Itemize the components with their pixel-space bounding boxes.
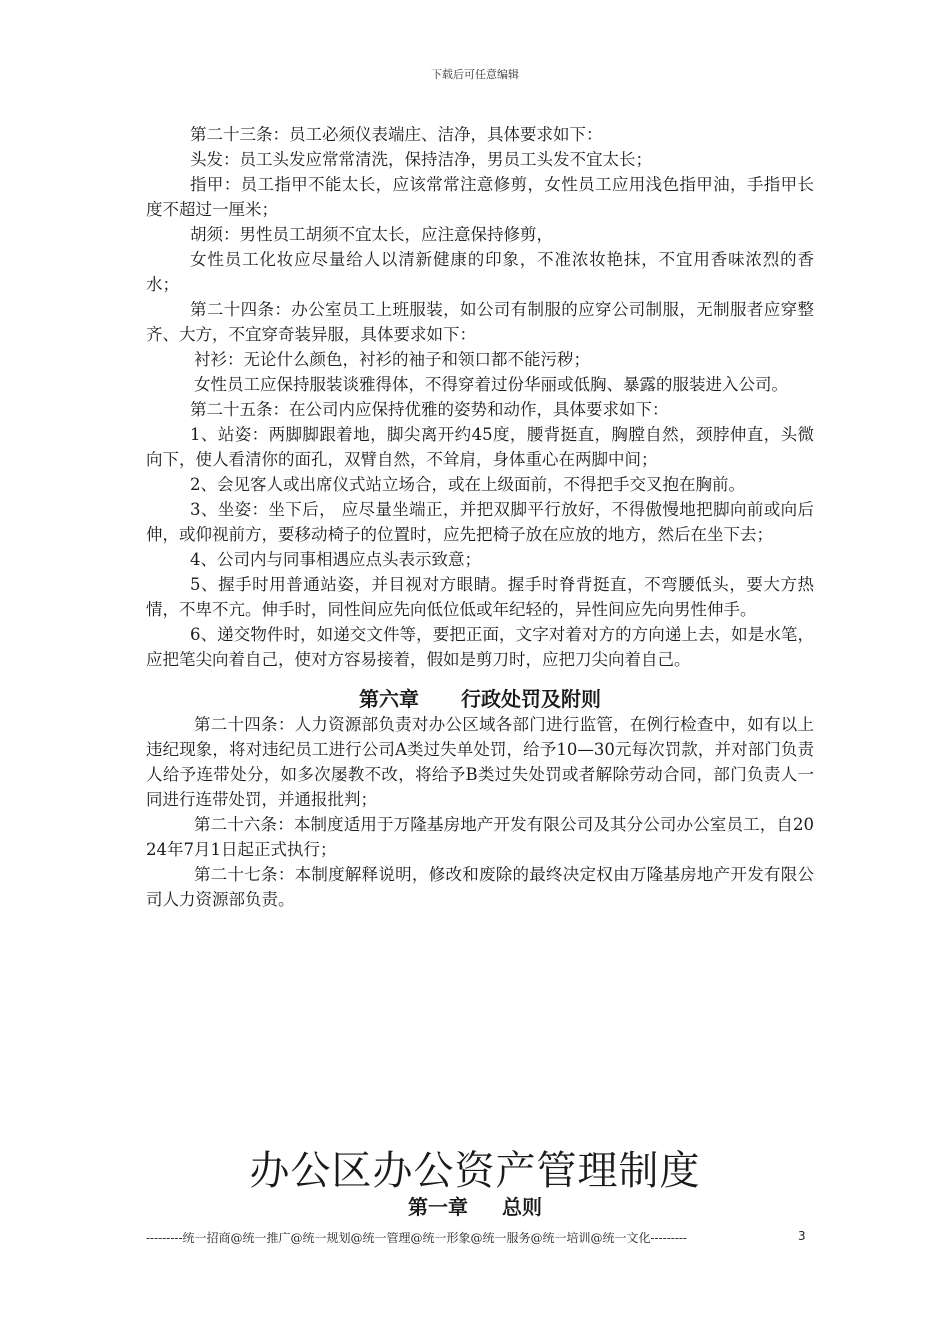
chapter-heading — [0, 1194, 950, 1220]
document-title: 办公区办公资产管理制度 — [249, 1148, 701, 1194]
paragraph: 6、递交物件时，如递交文件等，要把正面，文字对着对方的方向递上去，如是水笔，应把笔尖向着自己，使对方容易接着，假如是剪刀时，应把刀尖向着自己。 — [146, 625, 814, 669]
paragraph: 第二十七条：本制度解释说明，修改和废除的最终决定权由万隆基房地产开发有限公司人力资源部负责。 — [146, 865, 814, 909]
chapter-name: 行政处罚及附则 — [461, 687, 601, 711]
paragraph: 3、坐姿：坐下后， 应尽量坐端正，并把双脚平行放好，不得傲慢地把脚向前或向后伸，或仰视前方，要移动椅子的位置时，应先把椅子放在应放的地方，然后在坐下去； — [146, 500, 814, 544]
paragraph: 衬衫：无论什么颜色，衬衫的袖子和领口都不能污秽； — [194, 350, 590, 369]
chapter-label: 第六章 — [359, 687, 419, 711]
paragraph: 女性员工化妆应尽量给人以清新健康的印象，不准浓妆艳抹，不宜用香味浓烈的香水； — [146, 250, 814, 294]
paragraph: 指甲：员工指甲不能太长，应该常常注意修剪，女性员工应用浅色指甲油，手指甲长度不超过一厘米； — [146, 175, 814, 219]
paragraph: 头发：员工头发应常常清洗，保持洁净，男员工头发不宜太长； — [190, 150, 652, 169]
paragraph: 第二十三条：员工必须仪表端庄、洁净，具体要求如下： — [190, 125, 603, 144]
page-footer: ---------统一招商@统一推广@统一规划@统一管理@统一形象@统一服务@统一培训@统一文化--------- — [146, 1231, 687, 1245]
paragraph: 2、会见客人或出席仪式站立场合，或在上级面前，不得把手交叉抱在胸前。 — [190, 475, 745, 494]
paragraph: 4、公司内与同事相遇应点头表示致意； — [190, 550, 481, 569]
paragraph: 第二十五条：在公司内应保持优雅的姿势和动作，具体要求如下： — [190, 400, 669, 419]
paragraph: 第二十四条：人力资源部负责对办公区域各部门进行监管，在例行检查中，如有以上违纪现象，将对违纪员工进行公司A类过失单处罚，给予10—30元每次罚款，并对部门负责人给予连带处分，如多次屡教不改，将给予B类过失处罚或者解除劳动合同，部门负责人一同进行连带处罚，并通报批判； — [146, 715, 814, 809]
document-body — [146, 122, 814, 912]
page-number: 3 — [798, 1229, 806, 1243]
paragraph: 第二十六条：本制度适用于万隆基房地产开发有限公司及其分公司办公室员工，自2024年7月1日起正式执行； — [146, 815, 814, 859]
chapter-name: 总则 — [502, 1195, 542, 1219]
paragraph: 5、握手时用普通站姿，并目视对方眼睛。握手时脊背挺直，不弯腰低头，要大方热情，不卑不亢。伸手时，同性间应先向低位低或年纪轻的，异性间应先向男性伸手。 — [146, 575, 814, 619]
paragraph: 胡须：男性员工胡须不宜太长，应注意保持修剪， — [190, 225, 553, 244]
paragraph: 女性员工应保持服装谈雅得体，不得穿着过份华丽或低胸、暴露的服装进入公司。 — [194, 375, 788, 394]
page-header: 下载后可任意编辑 — [431, 68, 519, 81]
chapter-label: 第一章 — [408, 1195, 468, 1219]
paragraph: 1、站姿：两脚脚跟着地，脚尖离开约45度，腰背挺直，胸膛自然，颈脖伸直，头微向下，使人看清你的面孔，双臂自然，不耸肩，身体重心在两脚中间； — [146, 425, 814, 469]
chapter-heading — [146, 686, 814, 712]
paragraph: 第二十四条：办公室员工上班服装，如公司有制服的应穿公司制服，无制服者应穿整齐、大方，不宜穿奇装异服，具体要求如下： — [146, 300, 814, 344]
